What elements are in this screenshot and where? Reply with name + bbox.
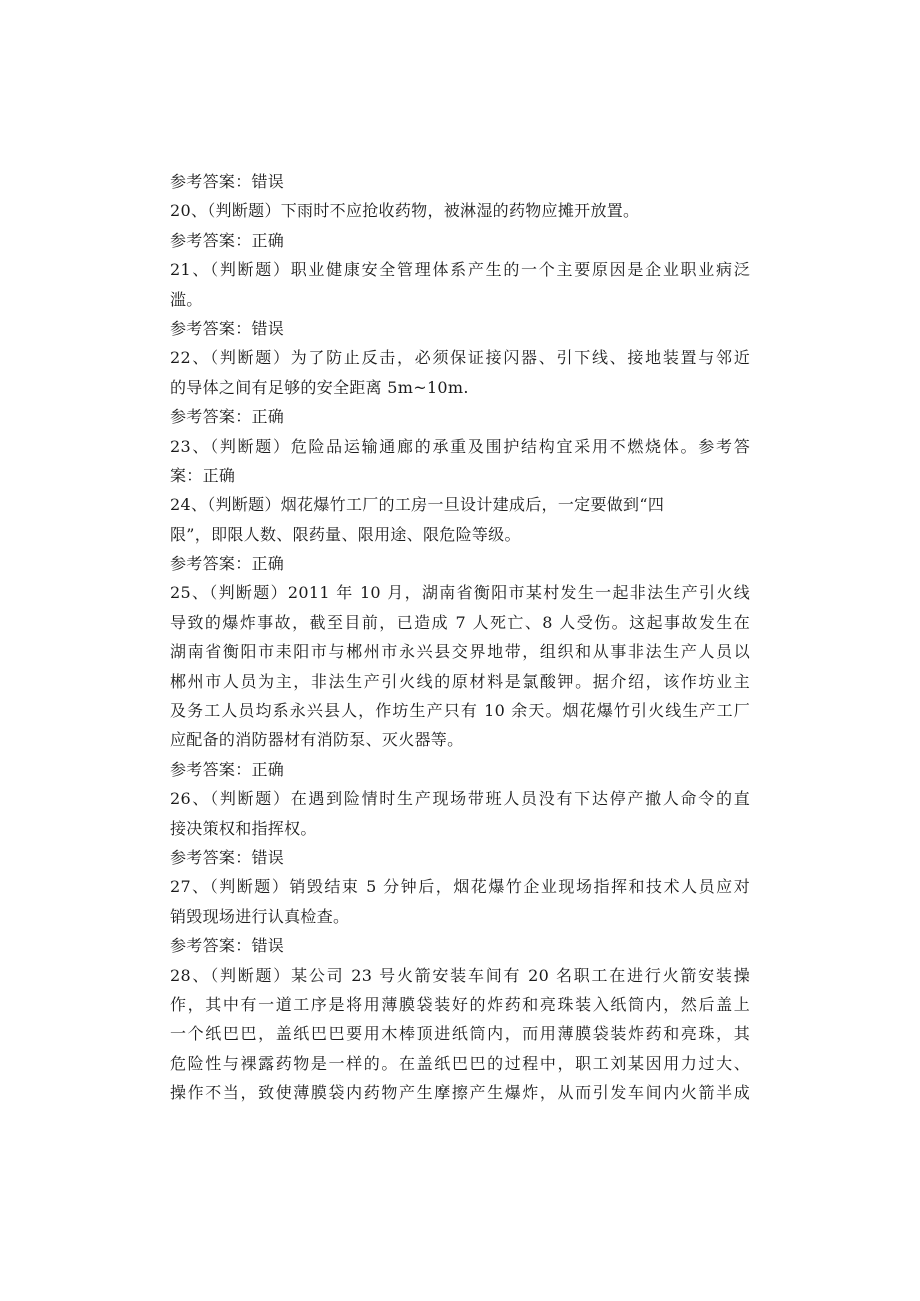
text-line: 参考答案：正确 [170, 230, 285, 250]
text-line: 参考答案：错误 [170, 936, 285, 956]
text-line: 参考答案：错误 [170, 318, 285, 338]
text-line: 25、（判断题）2011 年 10 月，湖南省衡阳市某村发生一起非法生产引火线 [170, 583, 750, 603]
text-line: 20、（判断题）下雨时不应抢收药物，被淋湿的药物应摊开放置。 [170, 201, 640, 221]
text-line: 操作不当，致使薄膜袋内药物产生摩擦产生爆炸，从而引发车间内火箭半成 [170, 1083, 750, 1103]
text-line: 作，其中有一道工序是将用薄膜袋装好的炸药和亮珠装入纸筒内，然后盖上 [170, 994, 750, 1014]
text-line: 26、（判断题）在遇到险情时生产现场带班人员没有下达停产撤人命令的直 [170, 789, 750, 809]
text-line: 滥。 [170, 289, 203, 309]
text-line: 郴州市人员为主，非法生产引火线的原材料是氯酸钾。据介绍，该作坊业主 [170, 671, 750, 691]
text-line: 27、（判断题）销毁结束 5 分钟后，烟花爆竹企业现场指挥和技术人员应对 [170, 877, 750, 897]
text-line: 湖南省衡阳市耒阳市与郴州市永兴县交界地带，组织和从事非法生产人员以 [170, 642, 750, 662]
text-line: 参考答案：正确 [170, 554, 285, 574]
text-line: 28、（判断题）某公司 23 号火箭安装车间有 20 名职工在进行火箭安装操 [170, 965, 750, 985]
text-line: 参考答案：错误 [170, 172, 285, 191]
text-line: 23、（判断题）危险品运输通廊的承重及围护结构宜采用不燃烧体。参考答 [170, 436, 750, 456]
text-line: 参考答案：正确 [170, 759, 285, 779]
text-line: 应配备的消防器材有消防泵、灭火器等。 [170, 730, 464, 750]
document-body [170, 167, 750, 1108]
text-line: 24、（判断题）烟花爆竹工厂的工房一旦设计建成后，一定要做到“四 [170, 495, 665, 515]
text-line: 的导体之间有足够的安全距离 5m~10m. [170, 377, 469, 397]
text-line: 案：正确 [170, 465, 236, 485]
text-line: 参考答案：错误 [170, 847, 285, 867]
text-line: 及务工人员均系永兴县人，作坊生产只有 10 余天。烟花爆竹引火线生产工厂 [170, 701, 750, 721]
text-line: 参考答案：正确 [170, 407, 285, 427]
text-line: 销毁现场进行认真检查。 [170, 906, 350, 926]
text-line: 21、（判断题）职业健康安全管理体系产生的一个主要原因是企业职业病泛 [170, 260, 750, 280]
text-line: 22、（判断题）为了防止反击，必须保证接闪器、引下线、接地装置与邻近 [170, 348, 750, 368]
text-line: 危险性与裸露药物是一样的。在盖纸巴巴的过程中，职工刘某因用力过大、 [170, 1053, 750, 1073]
text-line: 接决策权和指挥权。 [170, 818, 317, 838]
text-line: 一个纸巴巴，盖纸巴巴要用木棒顶进纸筒内，而用薄膜袋装炸药和亮珠，其 [170, 1024, 750, 1044]
text-line: 限”，即限人数、限药量、限用途、限危险等级。 [170, 524, 521, 544]
text-line: 导致的爆炸事故，截至目前，已造成 7 人死亡、8 人受伤。这起事故发生在 [170, 612, 750, 632]
